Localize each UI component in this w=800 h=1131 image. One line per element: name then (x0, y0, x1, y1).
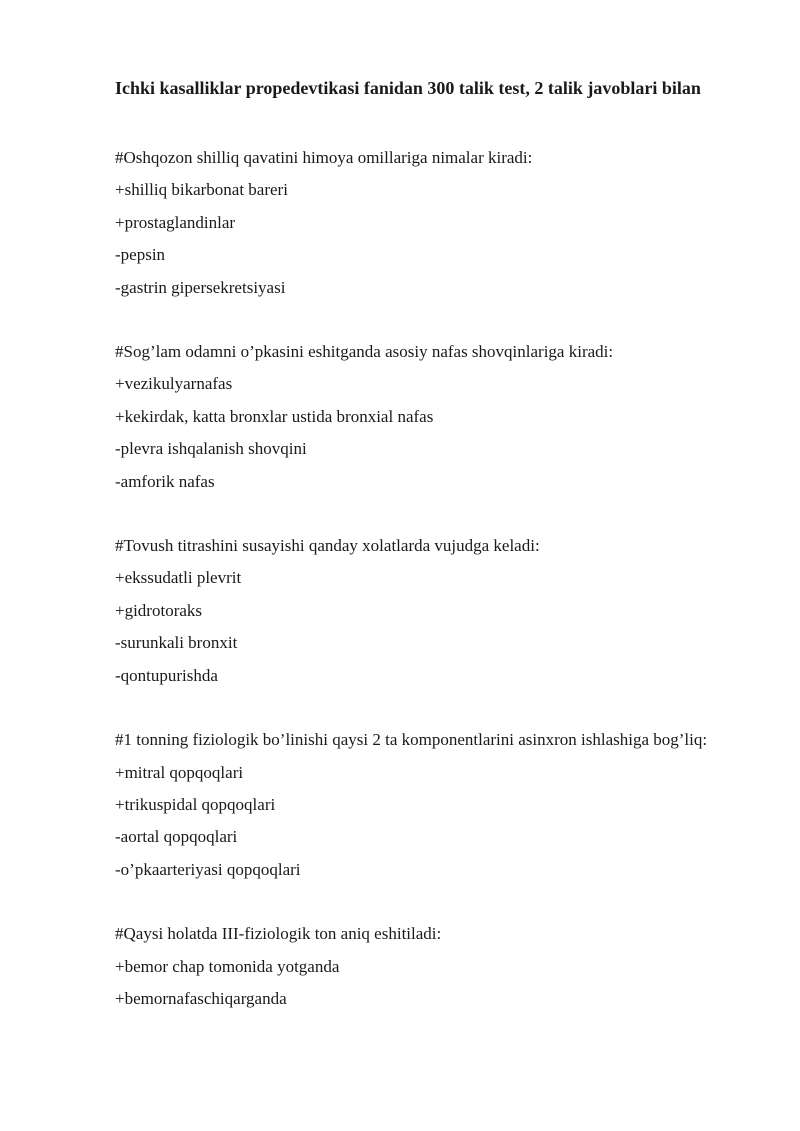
answer-option: +mitral qopqoqlari (115, 762, 244, 782)
question-list (115, 142, 735, 1047)
answer-option: -plevra ishqalanish shovqini (115, 439, 307, 459)
question-block (115, 724, 735, 886)
question-block (115, 530, 735, 692)
question-block (115, 918, 735, 1015)
question-text: #Oshqozon shilliq qavatini himoya omillariga nimalar kiradi: (115, 148, 533, 167)
answer-option: -aortal qopqoqlari (115, 827, 238, 847)
answer-option: -pepsin (115, 245, 166, 265)
answer-option: +prostaglandinlar (115, 212, 236, 232)
document-title: Ichki kasalliklar propedevtikasi fanidan 300 talik test, 2 talik javoblari bilan (115, 78, 701, 98)
answer-option: +kekirdak, katta bronxlar ustida bronxial nafas (115, 406, 434, 426)
answer-option: -qontupurishda (115, 665, 218, 685)
answer-option: -amforik nafas (115, 471, 215, 491)
answer-option: +bemor chap tomonida yotganda (115, 956, 340, 976)
answer-option: -gastrin gipersekretsiyasi (115, 277, 286, 297)
answer-option: +bemornafaschiqarganda (115, 988, 287, 1008)
answer-option: -o’pkaarteriyasi qopqoqlari (115, 859, 301, 879)
question-text: #Tovush titrashini susayishi qanday xolatlarda vujudga keladi: (115, 536, 540, 556)
answer-option: -surunkali bronxit (115, 633, 238, 653)
answer-option: +vezikulyarnafas (115, 374, 233, 394)
question-text: #1 tonning fiziologik bo’linishi qaysi 2 ta komponentlarini asinxron ishlashiga bog’liq: (115, 730, 708, 750)
answer-option: +shilliq bikarbonat bareri (115, 180, 288, 200)
question-text: #Sog’lam odamni o’pkasini eshitganda asosiy nafas shovqinlariga kiradi: (115, 342, 614, 362)
answer-option: +trikuspidal qopqoqlari (115, 794, 276, 814)
question-block (115, 336, 735, 498)
answer-option: +gidrotoraks (115, 600, 203, 620)
question-text: #Qaysi holatda III-fiziologik ton aniq eshitiladi: (115, 924, 442, 944)
answer-option: +ekssudatli plevrit (115, 568, 242, 588)
question-block (115, 142, 735, 304)
